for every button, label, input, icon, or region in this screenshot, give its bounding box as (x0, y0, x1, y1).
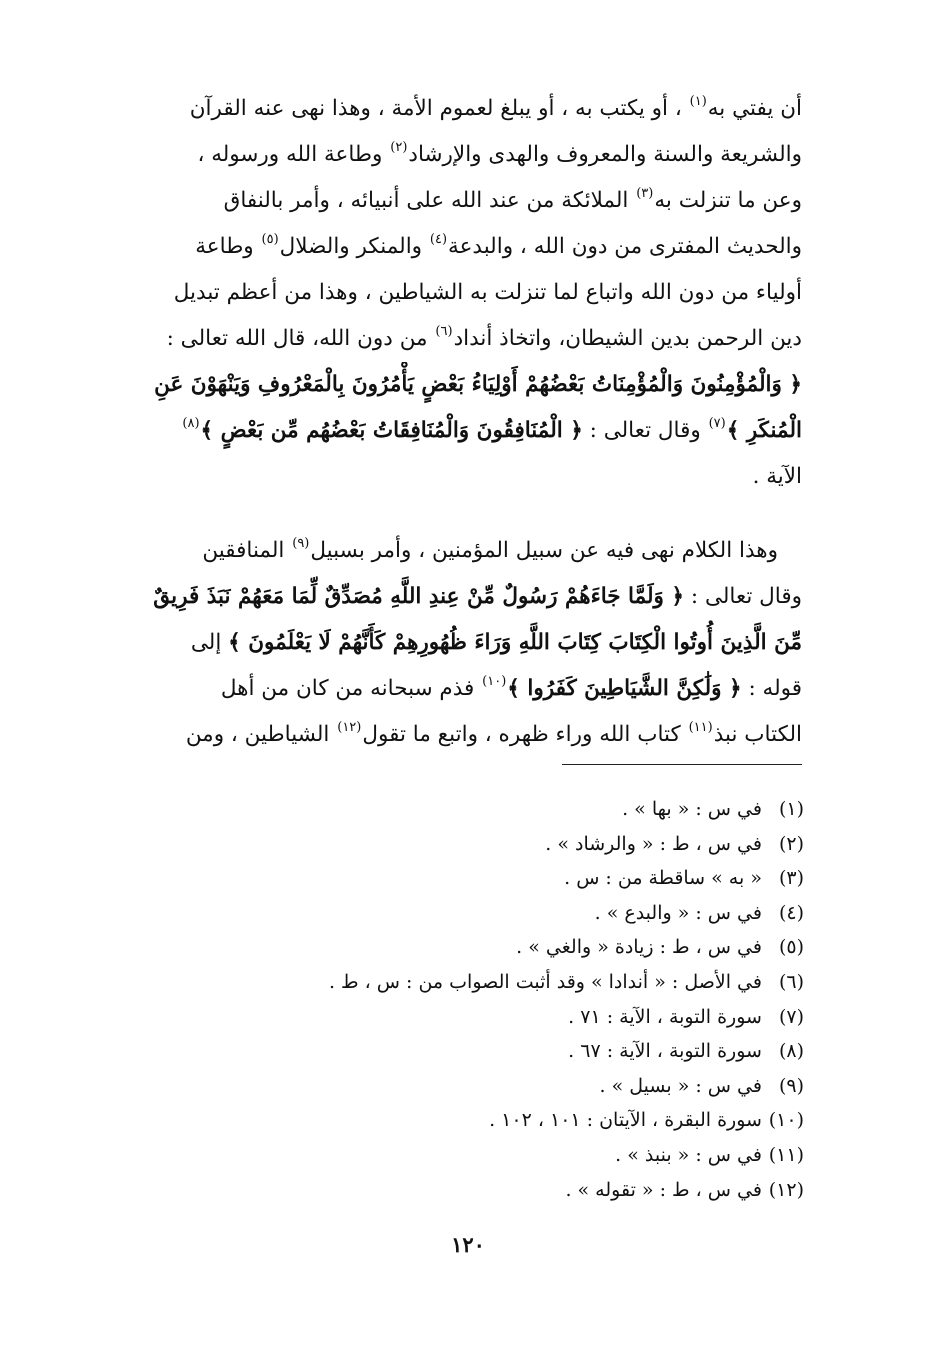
footnote-number: (٢) (778, 832, 804, 855)
footnote-item (244, 965, 804, 1000)
footnote-number: (١٢) (768, 1178, 804, 1201)
text-line (96, 528, 802, 574)
main-text (96, 86, 802, 758)
footnote-number: (٩) (778, 1074, 804, 1097)
page-number: ١٢٠ (451, 1232, 485, 1257)
footnote-text: في الأصل : « أندادا » وقد أثبت الصواب من : س ، ط . (328, 970, 762, 993)
text-line (96, 408, 802, 454)
footnote-ref: (٦) (435, 324, 453, 339)
footnote-ref: (٣) (636, 186, 654, 201)
text-line (96, 620, 802, 666)
footnote-text: سورة التوبة ، الآية : ٧١ . (568, 1005, 762, 1028)
text-run: ، أو يكتب به ، أو يبلغ لعموم الأمة ، وهذا نهى عنه القرآن (189, 96, 689, 121)
text-run: والمنكر والضلال (279, 234, 429, 259)
text-run: كتاب الله وراء ظهره ، واتبع ما تقول (362, 722, 688, 747)
footnote-number: (١٠) (768, 1109, 804, 1132)
footnote-ref: (٨) (182, 416, 200, 431)
footnote-ref: (٢) (390, 140, 408, 155)
text-run: قوله : (741, 676, 802, 701)
text-line (96, 86, 802, 132)
footnote-item (244, 861, 804, 896)
text-run: وطاعة (195, 234, 261, 259)
text-run: وقال تعالى : (582, 418, 708, 443)
footnote-ref: (١١) (688, 720, 713, 735)
text-run: وعن ما تنزلت به (654, 188, 802, 213)
footnote-number: (٧) (778, 1005, 804, 1028)
footnote-item (244, 827, 804, 862)
footnote-number: (٨) (778, 1040, 804, 1063)
footnote-ref: (١٠) (482, 674, 507, 689)
footnote-text: في س ، ط : « والرشاد » . (545, 832, 762, 855)
text-run: المنافقين (202, 538, 292, 563)
paragraph-1 (96, 86, 802, 500)
footnotes-list (244, 792, 804, 1207)
text-run: وطاعة الله ورسوله ، (197, 142, 390, 167)
footnote-item (244, 1103, 804, 1138)
footnote-item (244, 1000, 804, 1035)
text-run: الكتاب نبذ (713, 722, 802, 747)
text-line (96, 132, 802, 178)
text-run: والحديث المفترى من دون الله ، والبدعة (448, 234, 802, 259)
footnote-ref: (١) (689, 94, 707, 109)
text-run: وهذا الكلام نهى فيه عن سبيل المؤمنين ، وأمر بسبيل (310, 538, 778, 563)
text-run: وقال تعالى : (684, 584, 802, 609)
text-run: من دون الله، قال الله تعالى : (166, 326, 435, 351)
text-line (96, 574, 802, 620)
footnote-ref: (١٢) (337, 720, 362, 735)
quran-verse-line: ﴿ وَالْمُؤْمِنُونَ وَالْمُؤْمِنَاتُ بَعْضُهُمْ أَوْلِيَاءُ بَعْضٍ يَأْمُرُونَ بِالْمَعْرُوفِ وَيَنْهَوْنَ عَنِ (154, 372, 802, 397)
footnote-text: في س ، ط : زيادة « والغي » . (516, 936, 762, 959)
text-line (96, 316, 802, 362)
footnote-number: (٣) (778, 867, 804, 890)
text-line (96, 224, 802, 270)
footnote-item (244, 930, 804, 965)
text-run: والشريعة والسنة والمعروف والهدى والإرشاد (408, 142, 802, 167)
text-line (96, 178, 802, 224)
footnote-item (244, 1069, 804, 1104)
footnote-ref: (٤) (429, 232, 448, 247)
quran-verse: مِّنَ الَّذِينَ أُوتُوا الْكِتَابَ كِتَابَ اللَّهِ وَرَاءَ ظُهُورِهِمْ كَأَنَّهُمْ لَا يَعْلَمُونَ ﴾ (228, 630, 802, 655)
footnote-text: في س : « بها » . (622, 798, 762, 820)
footnote-text: سورة البقرة ، الآيتان : ١٠١ ، ١٠٢ . (489, 1109, 762, 1132)
footnote-item (244, 792, 804, 827)
footnote-item (244, 1138, 804, 1173)
footnote-text: في س : « والبدع » . (594, 901, 762, 924)
footnote-number: (٥) (778, 936, 804, 959)
text-line: أولياء من دون الله واتباع لما تنزلت به الشياطين ، وهذا من أعظم تبديل (173, 280, 802, 305)
footnote-item (244, 1173, 804, 1208)
footnote-text: في س : « بسيل » . (599, 1074, 762, 1097)
footnote-number: (٦) (778, 970, 804, 993)
quran-verse: ﴿ وَلَمَّا جَاءَهُمْ رَسُولٌ مِّنْ عِندِ اللَّهِ مُصَدِّقٌ لِّمَا مَعَهُمْ نَبَذَ فَرِيقٌ (153, 584, 685, 609)
text-run: دين الرحمن بدين الشيطان، واتخاذ أنداد (453, 326, 802, 351)
text-run: إلى (190, 630, 229, 655)
text-line (96, 712, 802, 758)
footnote-ref: (٩) (292, 536, 310, 551)
footnote-item (244, 896, 804, 931)
footnote-number: (٤) (778, 901, 804, 924)
text-run: الملائكة من عند الله على أنبيائه ، وأمر بالنفاق (223, 188, 636, 213)
footnote-item (244, 1034, 804, 1069)
footnote-text: سورة التوبة ، الآية : ٦٧ . (568, 1040, 762, 1063)
paragraph-2 (96, 528, 802, 758)
footnote-text: « به » ساقطة من : س . (564, 867, 762, 890)
footnote-separator (562, 764, 802, 765)
text-line: الآية . (752, 464, 802, 489)
footnote-number: (١١) (768, 1143, 804, 1166)
footnote-text: في س : « بنبذ » . (615, 1143, 762, 1166)
text-run: فذم سبحانه من كان من أهل (220, 676, 482, 701)
quran-verse: الْمُنكَرِ ﴾ (726, 418, 802, 443)
quran-verse: ﴿ الْمُنَافِقُونَ وَالْمُنَافِقَاتُ بَعْضُهُم مِّن بَعْضٍ ﴾ (200, 418, 583, 443)
footnote-ref: (٧) (708, 416, 726, 431)
text-run: أن يفتي به (707, 96, 802, 121)
text-run: الشياطين ، ومن (185, 722, 337, 747)
footnote-ref: (٥) (261, 232, 279, 247)
footnote-number: (١) (778, 798, 804, 820)
footnote-text: في س ، ط : « تقوله » . (565, 1178, 762, 1201)
text-line (96, 666, 802, 712)
quran-verse: ﴿ وَلَٰكِنَّ الشَّيَاطِينَ كَفَرُوا ﴾ (507, 676, 742, 701)
